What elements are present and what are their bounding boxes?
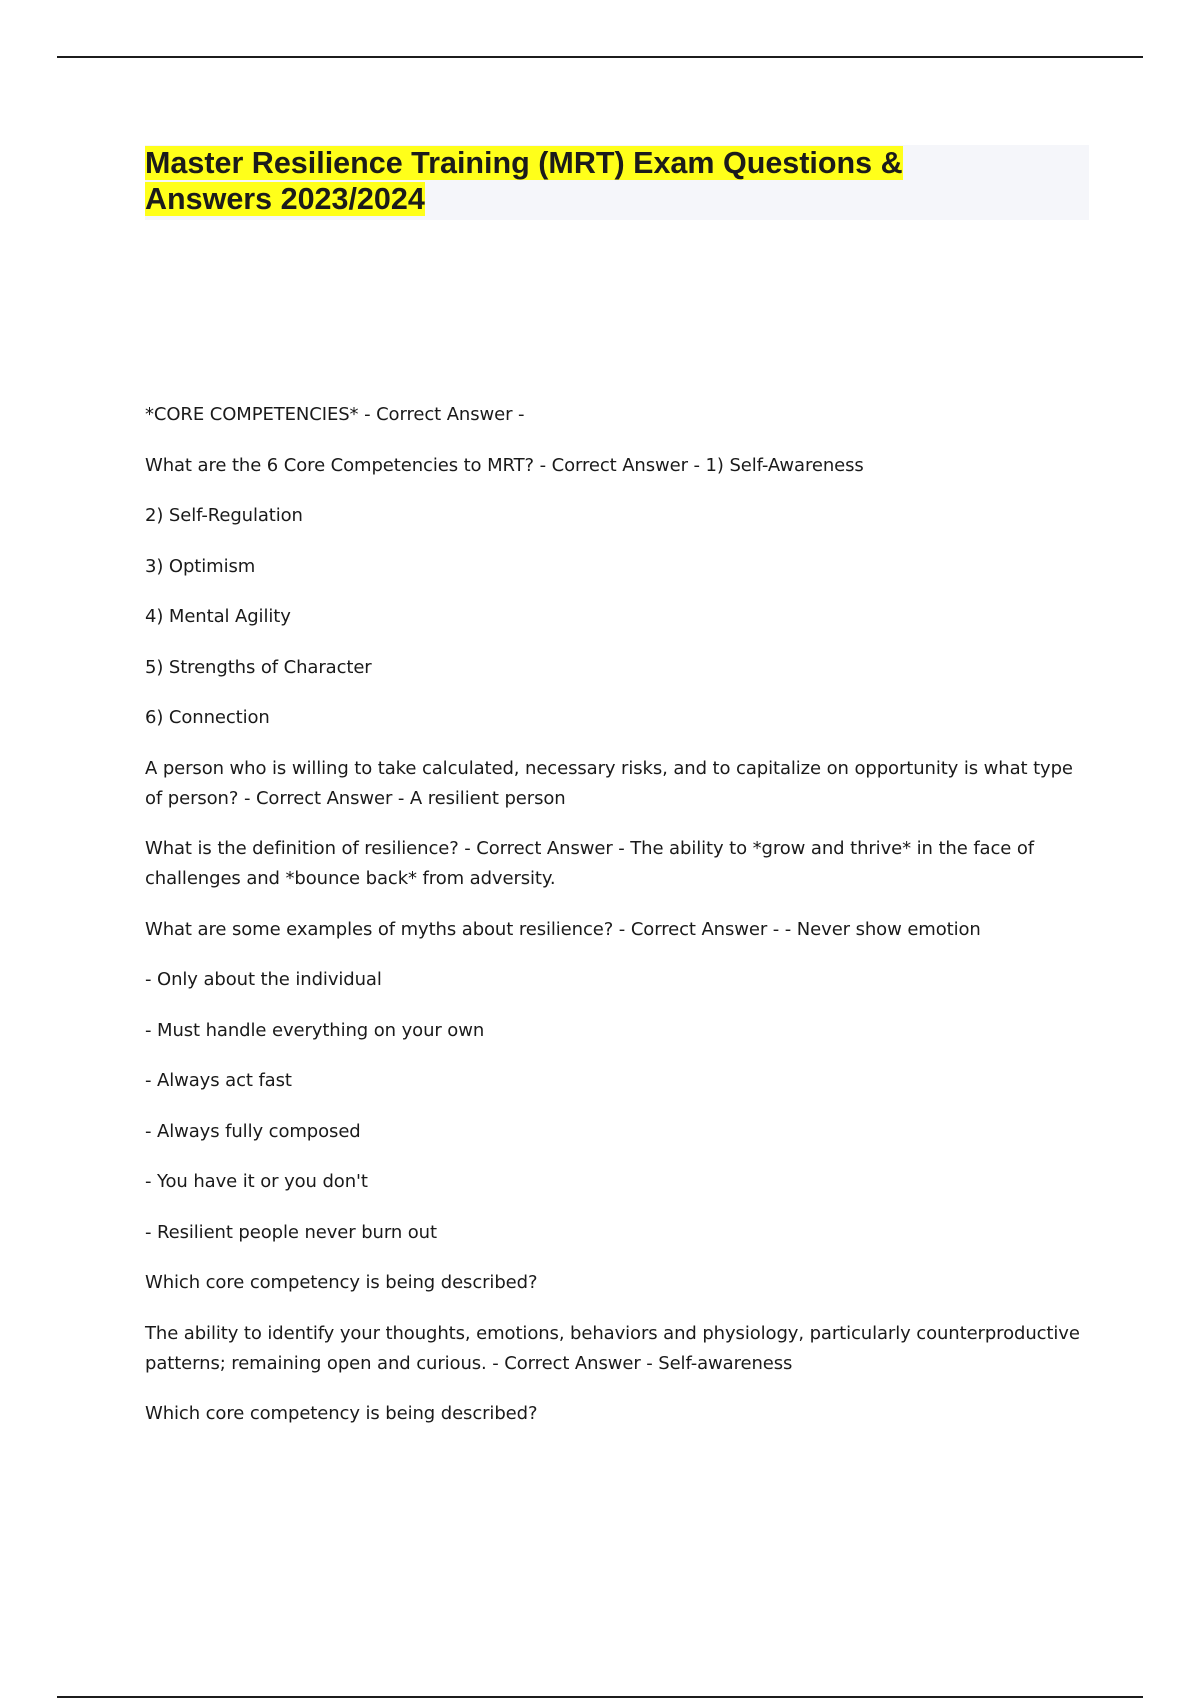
paragraph-list-item: - Only about the individual [145, 969, 382, 990]
paragraph-list-item: 2) Self-Regulation [145, 505, 303, 526]
paragraph-question-competency: Which core competency is being described? [145, 1272, 538, 1293]
paragraph-question-resilient-person: A person who is willing to take calculated, necessary risks, and to capitalize on opportunity is what type of person? - Correct Answer - A resilient person [145, 757, 1073, 809]
paragraph-question-myths: What are some examples of myths about resilience? - Correct Answer - - Never show emotion [145, 918, 981, 940]
paragraph-self-awareness-answer: The ability to identify your thoughts, emotions, behaviors and physiology, particularly counterproductive patterns; remaining open and curious. - Correct Answer - Self-awareness [145, 1322, 1080, 1374]
paragraph-list-item: 6) Connection [145, 707, 270, 728]
paragraph-list-item: 5) Strengths of Character [145, 656, 372, 678]
paragraph-list-item: - Always act fast [145, 1070, 292, 1091]
paragraph-list-item: 4) Mental Agility [145, 606, 291, 627]
title-line-2: Answers 2023/2024 [145, 182, 425, 216]
paragraph-list-item: - Resilient people never burn out [145, 1221, 437, 1243]
paragraph-question-6-competencies: What are the 6 Core Competencies to MRT? - Correct Answer - 1) Self-Awareness [145, 454, 864, 476]
paragraph-list-item: - Always fully composed [145, 1120, 361, 1142]
document-body [145, 400, 1095, 1450]
paragraph-list-item: - Must handle everything on your own [145, 1019, 485, 1041]
document-title [145, 145, 1089, 217]
paragraph-question-definition: What is the definition of resilience? - Correct Answer - The ability to *grow and thrive* in the face of challenges and *bounce back* from adversity. [145, 838, 1035, 889]
paragraph-list-item: - You have it or you don't [145, 1171, 368, 1192]
bottom-rule [57, 1696, 1143, 1698]
title-block [145, 145, 1089, 220]
paragraph-core-competencies-heading: *CORE COMPETENCIES* - Correct Answer - [145, 404, 525, 425]
paragraph-question-competency: Which core competency is being described? [145, 1403, 538, 1424]
top-rule [57, 56, 1143, 58]
title-line-1: Master Resilience Training (MRT) Exam Questions & [145, 146, 903, 180]
paragraph-list-item: 3) Optimism [145, 555, 256, 577]
